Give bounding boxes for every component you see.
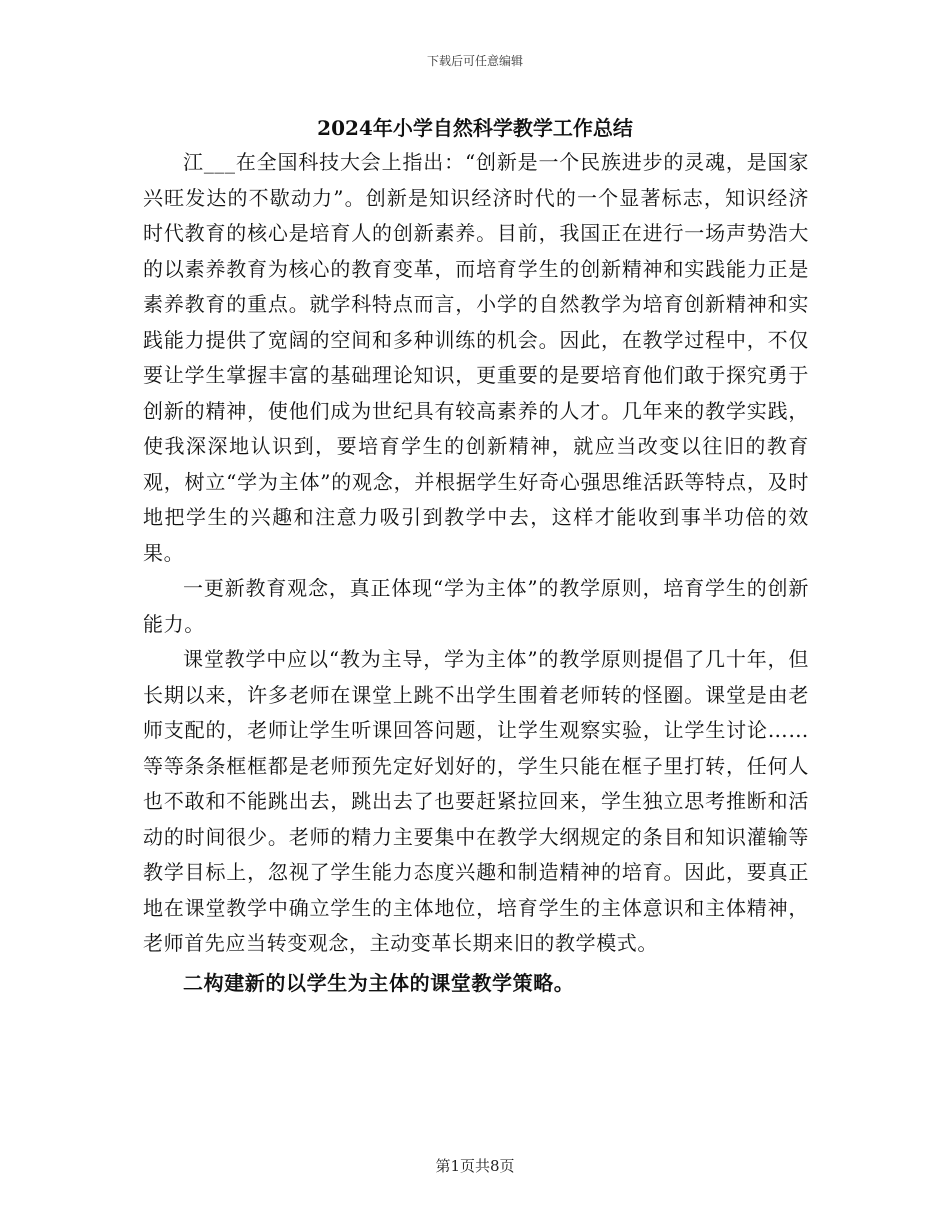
document-title: 2024年小学自然科学教学工作总结 [317,116,633,140]
paragraph-section-one-body: 课堂教学中应以“教为主导，学为主体”的教学原则提倡了几十年，但长期以来，许多老师在课堂上跳不出学生围着老师转的怪圈。课堂是由老师支配的，老师让学生听课回答问题，让学生观察实验，让学生讨论……等等条条框框都是老师预先定好划好的，学生只能在框子里打转，任何人也不敢和不能跳出去，跳出去了也要赶紧拉回来，学生独立思考推断和活动的时间很少。老师的精力主要集中在教学大纲规定的条目和知识灌输等教学目标上，忽视了学生能力态度兴趣和制造精神的培育。因此，要真正地在课堂教学中确立学生的主体地位，培育学生的主体意识和主体精神，老师首先应当转变观念，主动变革长期来旧的教学模式。 [143,647,809,955]
document-body [143,145,809,1001]
paragraph-intro: 江___在全国科技大会上指出：“创新是一个民族进步的灵魂，是国家兴旺发达的不歇动力”。创新是知识经济时代的一个显著标志，知识经济时代教育的核心是培育人的创新素养。目前，我国正在进行一场声势浩大的以素养教育为核心的教育变革，而培育学生的创新精神和实践能力正是素养教育的重点。就学科特点而言，小学的自然教学为培育创新精神和实践能力提供了宽阔的空间和多种训练的机会。因此，在教学过程中，不仅要让学生掌握丰富的基础理论知识，更重要的是要培育他们敢于探究勇于创新的精神，使他们成为世纪具有较高素养的人才。几年来的教学实践，使我深深地认识到，要培育学生的创新精神，就应当改变以往旧的教育观，树立“学为主体”的观念，并根据学生好奇心强思维活跃等特点，及时地把学生的兴趣和注意力吸引到教学中去，这样才能收到事半功倍的效果。 [143,150,809,565]
page-number: 第1页共8页 [435,1157,515,1175]
paragraph-section-one-heading: 一更新教育观念，真正体现“学为主体”的教学原则，培育学生的创新能力。 [143,576,809,636]
paragraph-section-two-heading: 二构建新的以学生为主体的课堂教学策略。 [183,970,575,995]
header-note: 下载后可任意编辑 [426,54,523,68]
